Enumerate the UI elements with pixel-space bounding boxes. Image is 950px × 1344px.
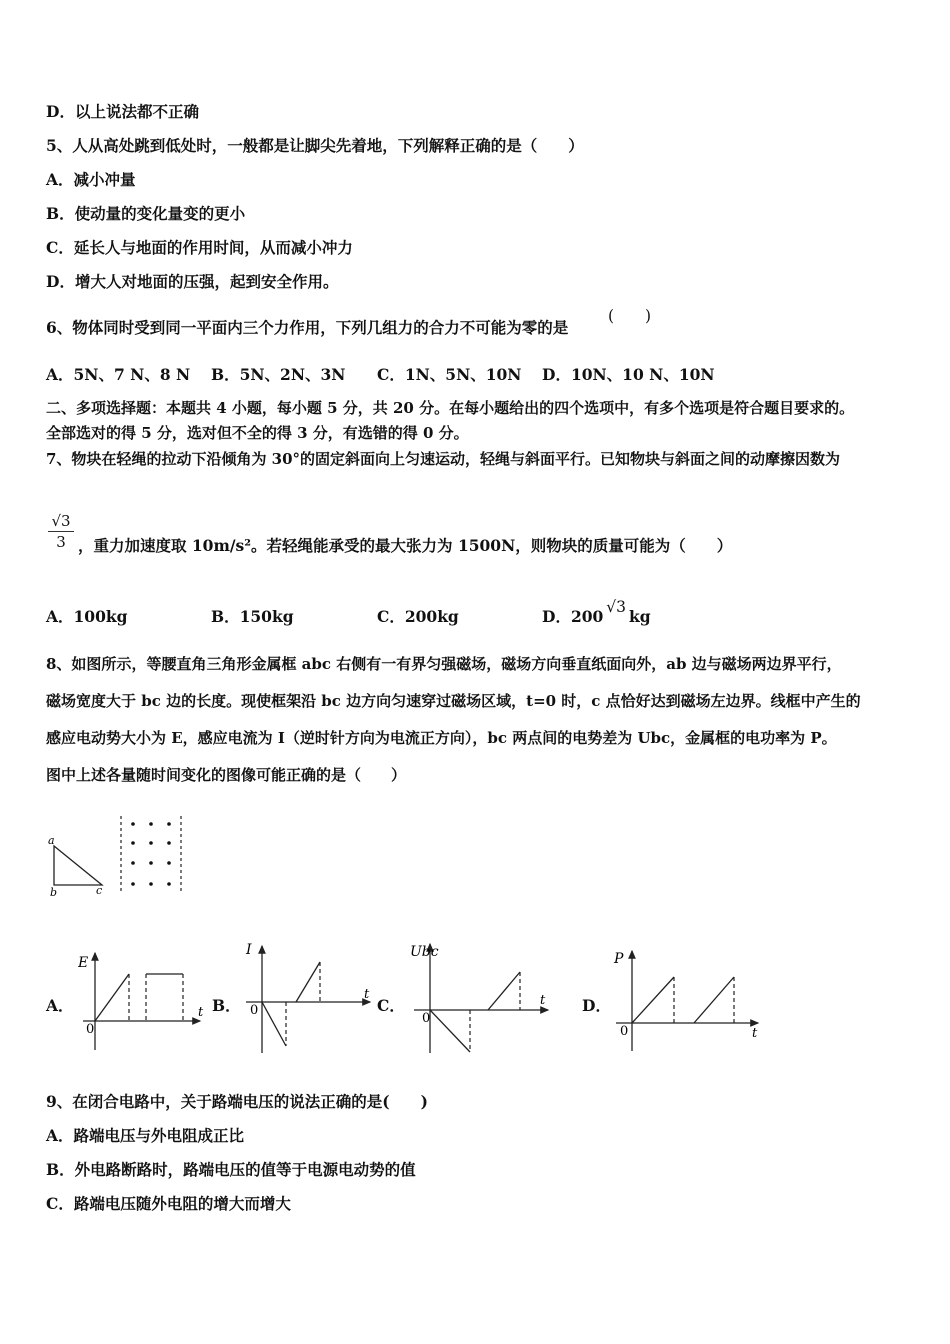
q7-option-d-prefix: D．200 — [542, 607, 604, 626]
vertex-label-a: a — [48, 834, 55, 847]
q4-option-d: D．以上说法都不正确 — [46, 102, 199, 121]
q5-option-c: C．延长人与地面的作用时间，从而减小冲力 — [46, 238, 353, 257]
q8-line4: 图中上述各量随时间变化的图像可能正确的是（ ） — [46, 766, 407, 784]
q6-stem: 6、物体同时受到同一平面内三个力作用，下列几组力的合力不可能为零的是 — [46, 318, 569, 337]
graph-a-x-label: t — [198, 1005, 204, 1020]
q7-fraction-denominator: 3 — [56, 533, 66, 551]
q9-option-c: C．路端电压随外电阻的增大而增大 — [46, 1194, 291, 1213]
q7-stem-line2: ，重力加速度取 10m/s²。若轻绳能承受的最大张力为 1500N，则物块的质量可能为（ ） — [78, 536, 733, 555]
q7-fraction — [48, 512, 74, 551]
q7-option-d — [542, 598, 651, 627]
q8-line1: 8、如图所示，等腰直角三角形金属框 abc 右侧有一有界匀强磁场，磁场方向垂直纸面向外，ab 边与磁场两边界平行， — [46, 655, 842, 673]
q5-option-d: D．增大人对地面的压强，起到安全作用。 — [46, 272, 339, 291]
q7-option-b: B．150kg — [211, 607, 294, 626]
section2-line2: 全部选对的得 5 分，选对但不全的得 3 分，有选错的得 0 分。 — [46, 424, 469, 442]
q7-fraction-numerator: √3 — [51, 512, 71, 530]
q8-graph-d — [610, 945, 770, 1055]
field-dots — [131, 822, 171, 886]
q6-option-d: D．10N、10 N、10N — [542, 365, 715, 384]
q8-graph-b — [240, 938, 380, 1056]
q5-stem: 5、人从高处跳到低处时，一般都是让脚尖先着地，下列解释正确的是（ ） — [46, 136, 584, 155]
q9-stem: 9、在闭合电路中，关于路端电压的说法正确的是( ) — [46, 1092, 428, 1111]
graph-b-x-label: t — [364, 987, 370, 1002]
q6-paren: ( ) — [608, 307, 652, 325]
q8-frame-figure — [44, 812, 194, 902]
q7-option-c: C．200kg — [377, 607, 459, 626]
graph-b-origin: 0 — [250, 1003, 259, 1018]
triangle-frame — [54, 846, 102, 885]
graph-d-origin: 0 — [620, 1024, 629, 1039]
graph-a-origin: 0 — [86, 1022, 95, 1037]
q8-line3: 感应电动势大小为 E，感应电流为 I（逆时针方向为电流正方向），bc 两点间的电势差为 Ubc，金属框的电功率为 P。 — [46, 729, 837, 747]
graph-a-y-label: E — [78, 955, 89, 971]
q8-option-c-label: C． — [377, 996, 405, 1015]
q6-option-b: B．5N、2N、3N — [211, 365, 346, 384]
q7-fraction-bar — [48, 531, 74, 532]
vertex-label-b: b — [50, 886, 58, 899]
vertex-label-c: c — [96, 884, 103, 897]
q7-option-a: A．100kg — [46, 607, 128, 626]
q8-option-b-label: B． — [212, 996, 241, 1015]
q9-option-a: A．路端电压与外电阻成正比 — [46, 1126, 245, 1145]
q7-option-d-sqrt: √3 — [606, 598, 627, 616]
q6-option-a: A．5N、7 N、8 N — [46, 365, 191, 384]
graph-d-y-label: P — [614, 951, 624, 967]
graph-b-y-label: I — [246, 942, 252, 958]
graph-c-x-label: t — [540, 993, 546, 1008]
q5-option-b: B．使动量的变化量变的更小 — [46, 204, 246, 223]
q8-graph-a — [78, 945, 213, 1055]
q5-option-a: A．减小冲量 — [46, 170, 136, 189]
q8-option-a-label: A． — [46, 996, 74, 1015]
graph-d-x-label: t — [752, 1026, 758, 1041]
graph-c-origin: 0 — [422, 1011, 431, 1026]
graph-c-y-label: Ubc — [410, 944, 439, 960]
q9-option-b: B．外电路断路时，路端电压的值等于电源电动势的值 — [46, 1160, 416, 1179]
section2-line1: 二、多项选择题：本题共 4 小题，每小题 5 分，共 20 分。在每小题给出的四个选项中，有多个选项是符合题目要求的。 — [46, 399, 855, 417]
q8-graph-c — [408, 938, 558, 1056]
q8-line2: 磁场宽度大于 bc 边的长度。现使框架沿 bc 边方向匀速穿过磁场区域，t=0 时，c 点恰好达到磁场左边界。线框中产生的 — [46, 692, 861, 710]
q6-option-c: C．1N、5N、10N — [377, 365, 522, 384]
q8-option-d-label: D． — [582, 996, 611, 1015]
q7-stem-line1: 7、物块在轻绳的拉动下沿倾角为 30°的固定斜面向上匀速运动，轻绳与斜面平行。已知物块与斜面之间的动摩擦因数为 — [46, 450, 841, 468]
q7-option-d-unit: kg — [629, 607, 651, 626]
